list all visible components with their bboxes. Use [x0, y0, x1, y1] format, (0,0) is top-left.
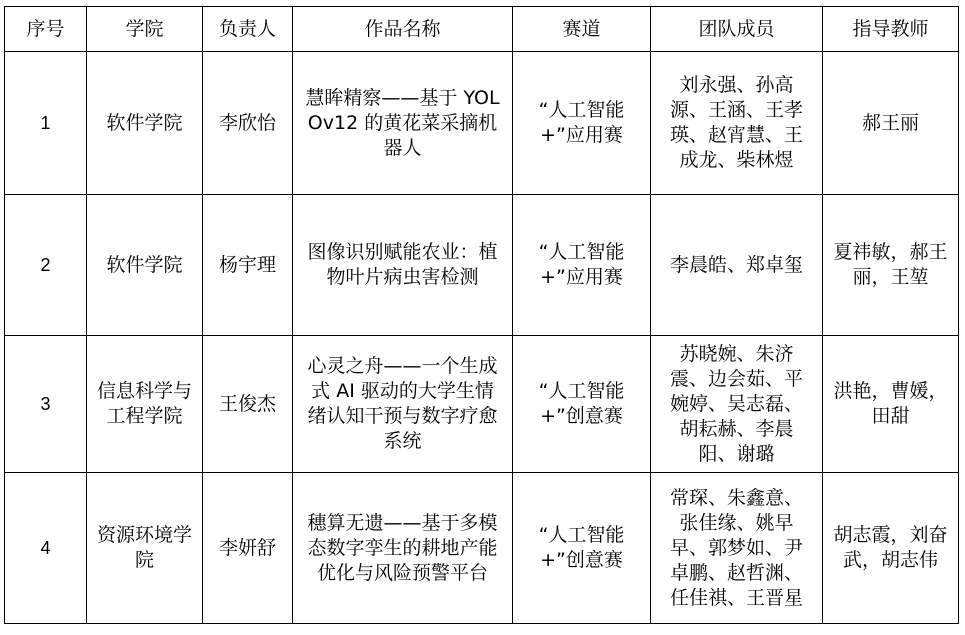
header-cell-title: 作品名称: [293, 7, 513, 52]
table-row: [5, 52, 959, 195]
cell-leader: 杨宇理: [203, 195, 293, 336]
cell-title: 心灵之舟——一个生成式 AI 驱动的大学生情绪认知干预与数字疗愈系统: [293, 336, 513, 473]
cell-leader: 王俊杰: [203, 336, 293, 473]
cell-title: 慧眸精察——基于 YOLOv12 的黄花菜采摘机器人: [293, 52, 513, 195]
cell-advisors: 郝王丽: [823, 52, 959, 195]
header-cell-track: 赛道: [513, 7, 651, 52]
cell-leader: 李妍舒: [203, 473, 293, 624]
cell-no: 3: [5, 336, 87, 473]
header-cell-college: 学院: [87, 7, 203, 52]
cell-members: 常琛、朱鑫意、张佳缘、姚早早、郭梦如、尹卓鹏、赵哲渊、任佳祺、王晋星: [651, 473, 823, 624]
header-cell-members: 团队成员: [651, 7, 823, 52]
cell-college: 软件学院: [87, 195, 203, 336]
cell-track: “人工智能+”应用赛: [513, 195, 651, 336]
cell-members: 苏晓婉、朱济震、边会茹、平婉婷、吴志磊、胡耘赫、李晨阳、谢璐: [651, 336, 823, 473]
cell-no: 2: [5, 195, 87, 336]
cell-advisors: 洪艳，曹媛，田甜: [823, 336, 959, 473]
header-cell-advisors: 指导教师: [823, 7, 959, 52]
cell-advisors: 夏祎敏，郝王丽，王堃: [823, 195, 959, 336]
cell-leader: 李欣怡: [203, 52, 293, 195]
cell-members: 李晨皓、郑卓玺: [651, 195, 823, 336]
header-cell-leader: 负责人: [203, 7, 293, 52]
cell-members: 刘永强、孙高源、王涵、王孝瑛、赵宵慧、王成龙、柴林煜: [651, 52, 823, 195]
cell-college: 资源环境学院: [87, 473, 203, 624]
cell-no: 4: [5, 473, 87, 624]
cell-track: “人工智能+”创意赛: [513, 336, 651, 473]
cell-track: “人工智能+”创意赛: [513, 473, 651, 624]
cell-track: “人工智能+”应用赛: [513, 52, 651, 195]
table-row: [5, 195, 959, 336]
cell-college: 软件学院: [87, 52, 203, 195]
cell-college: 信息科学与工程学院: [87, 336, 203, 473]
cell-advisors: 胡志霞，刘奋武，胡志伟: [823, 473, 959, 624]
header-row: [5, 7, 959, 52]
cell-title: 图像识别赋能农业：植物叶片病虫害检测: [293, 195, 513, 336]
award-table: [4, 6, 959, 624]
cell-no: 1: [5, 52, 87, 195]
table-row: [5, 336, 959, 473]
header-cell-no: 序号: [5, 7, 87, 52]
cell-title: 穗算无遗——基于多模态数字孪生的耕地产能优化与风险预警平台: [293, 473, 513, 624]
table-row: [5, 473, 959, 624]
